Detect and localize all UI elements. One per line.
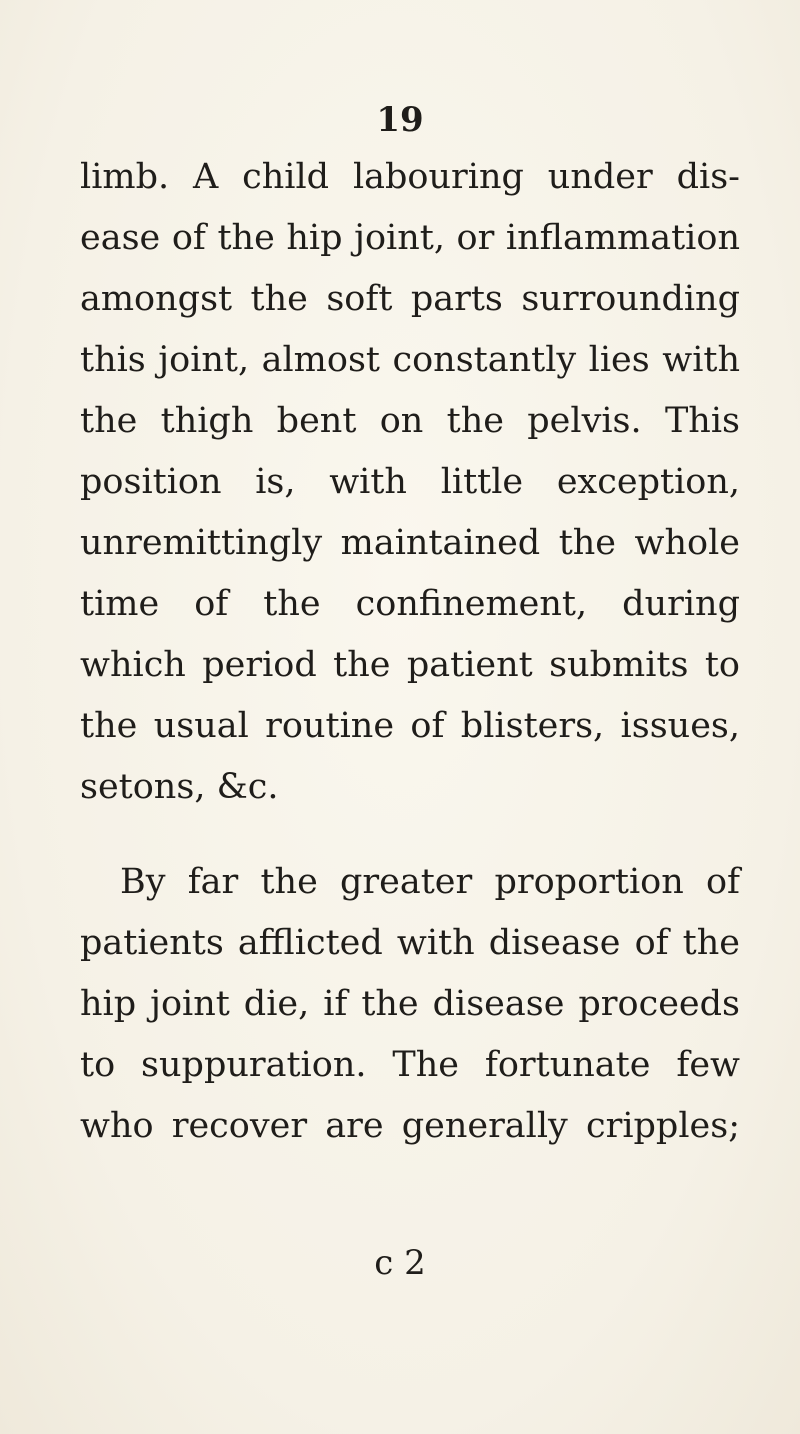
text-line: hip joint die, if the disease proceeds — [80, 984, 740, 1024]
text-line: which period the patient submits to — [80, 645, 740, 685]
paragraph-2 — [80, 852, 740, 1157]
signature-mark: c 2 — [374, 1243, 426, 1283]
text-line: setons, &c. — [80, 767, 279, 807]
text-line: time of the confinement, during — [80, 584, 740, 624]
text-line: position is, with little exception, — [80, 462, 740, 502]
text-line: unremittingly maintained the whole — [80, 523, 740, 563]
text-line: to suppuration. The fortunate few — [80, 1045, 740, 1085]
text-line: the usual routine of blisters, issues, — [80, 706, 740, 746]
page-number: 19 — [376, 100, 424, 140]
paragraph-1 — [80, 147, 740, 818]
text-line: the thigh bent on the pelvis. This — [80, 401, 740, 441]
text-line: limb. A child labouring under dis- — [80, 157, 740, 197]
text-line: By far the greater proportion of — [120, 862, 740, 902]
text-line: patients afflicted with disease of the — [80, 923, 740, 963]
text-line: this joint, almost constantly lies with — [80, 340, 740, 380]
text-line: ease of the hip joint, or inflammation — [80, 218, 740, 258]
text-line: who recover are generally cripples; — [80, 1106, 740, 1146]
text-line: amongst the soft parts surrounding — [80, 279, 740, 319]
